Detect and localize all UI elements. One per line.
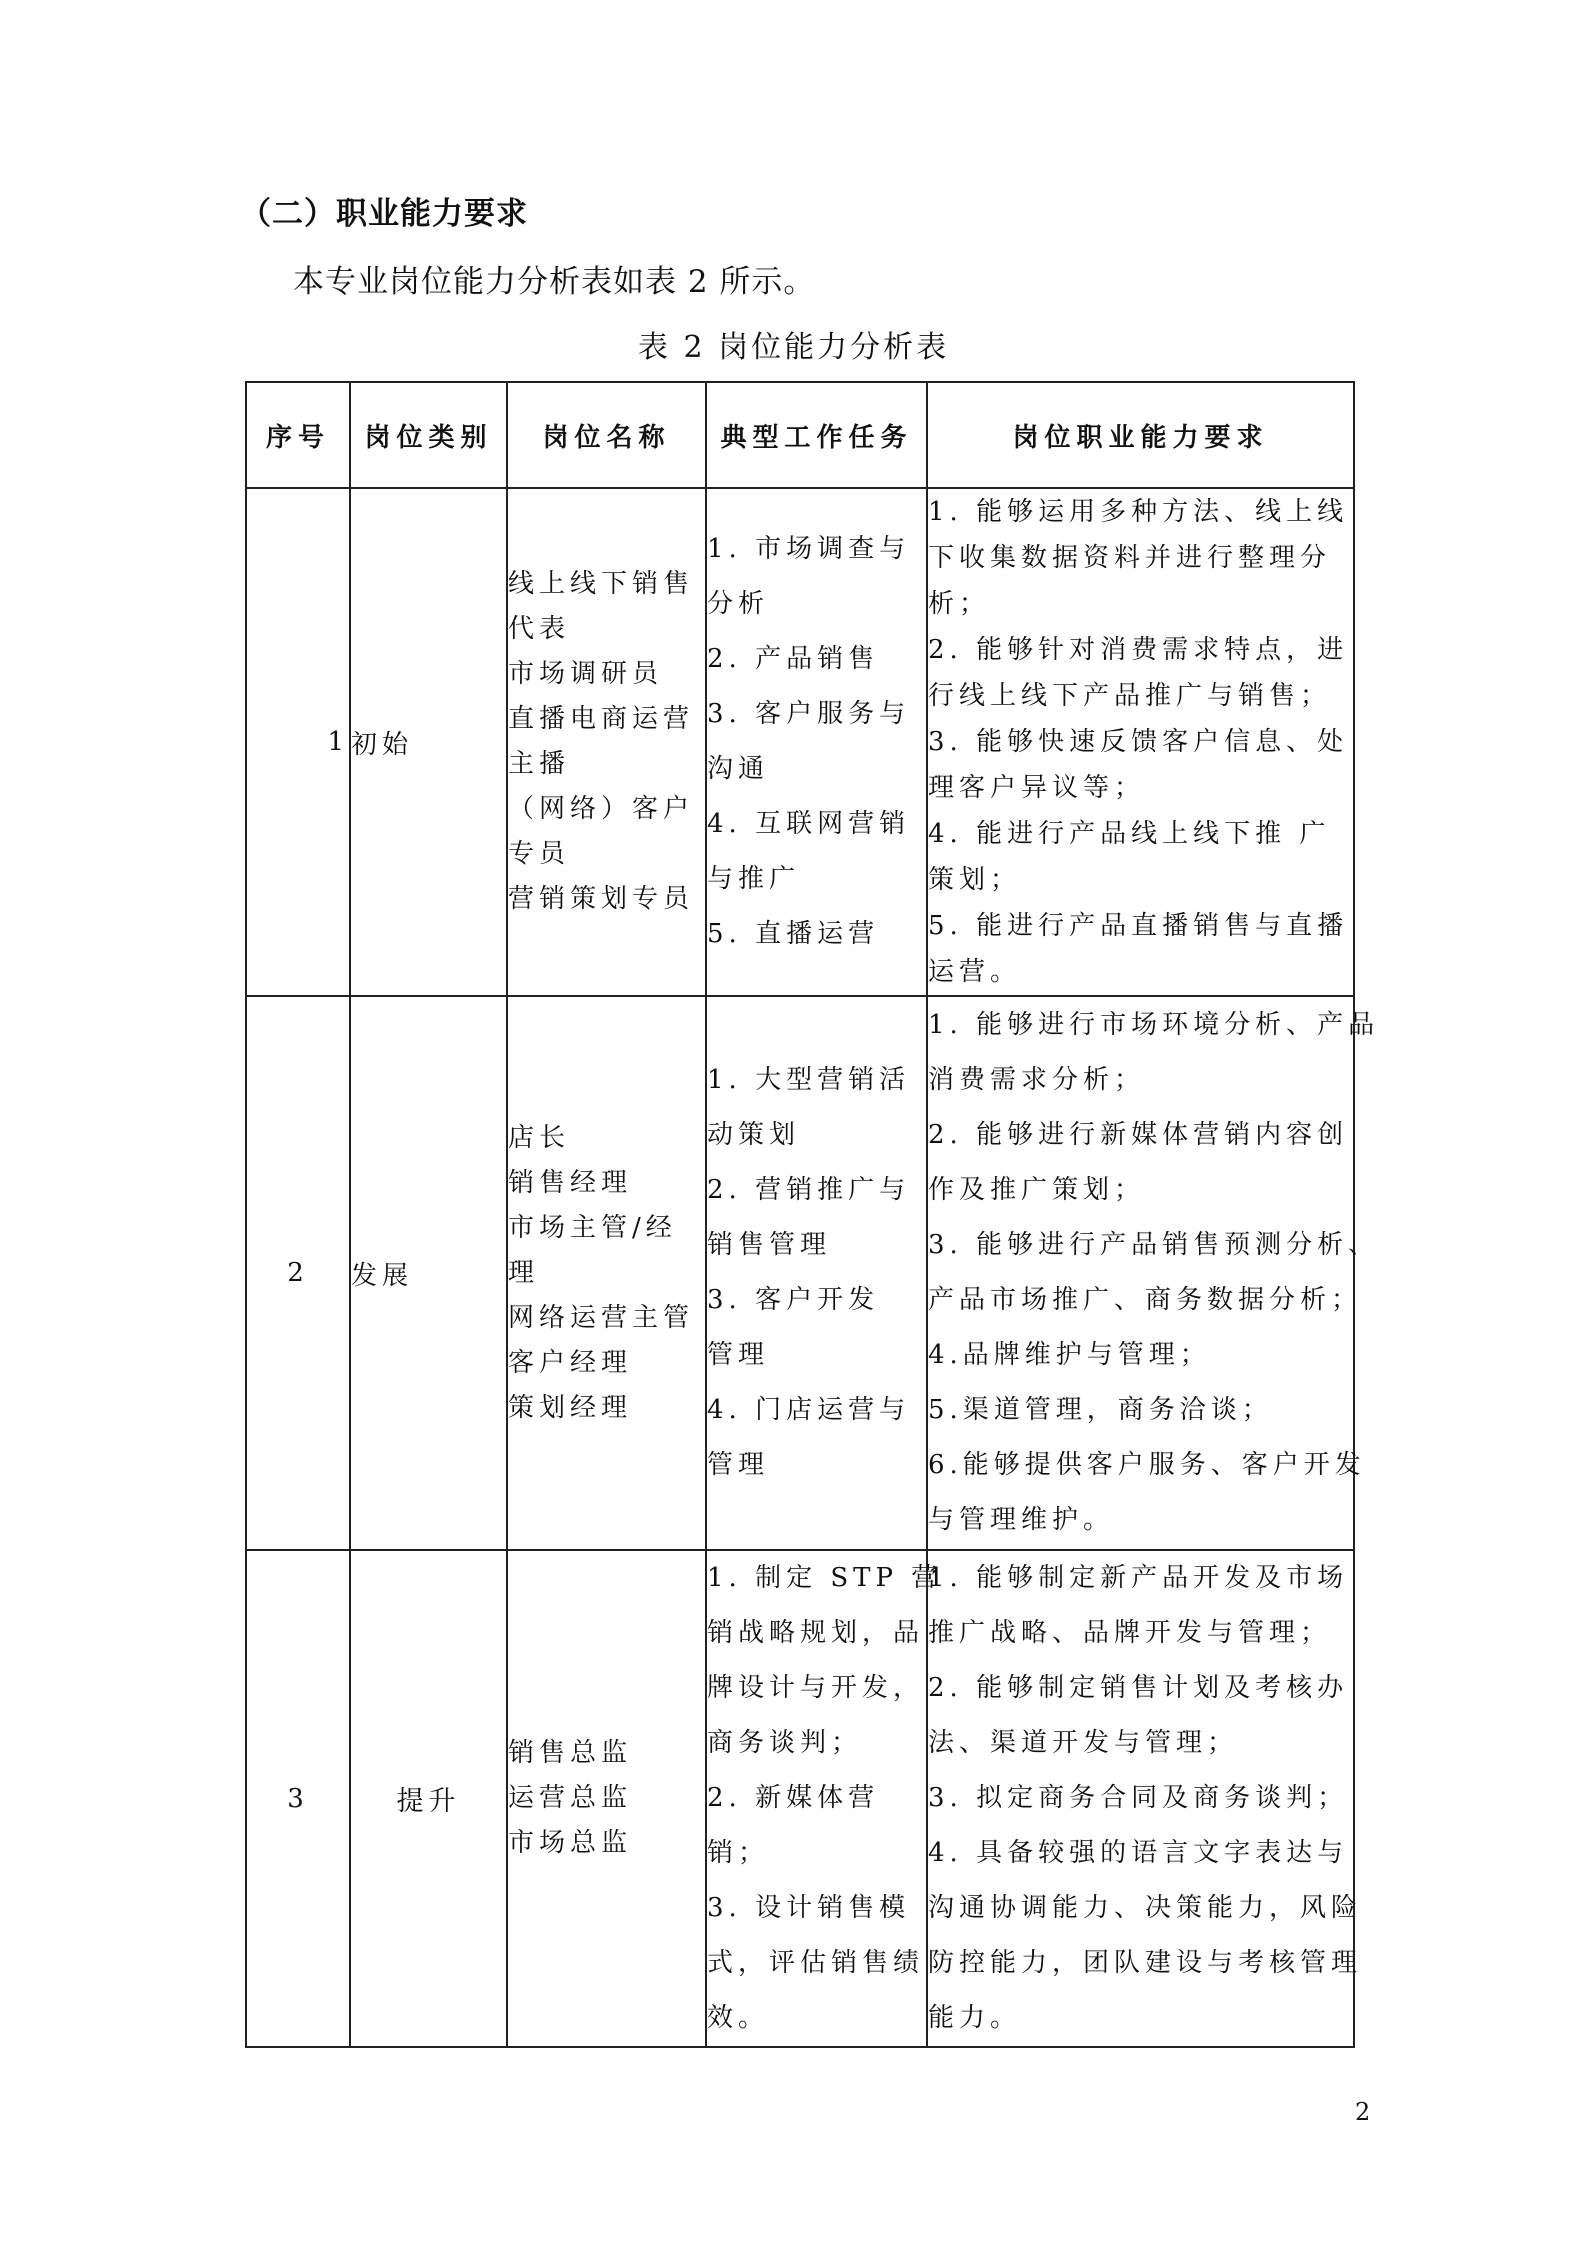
cell-line: 理客户异议等； bbox=[928, 773, 1146, 803]
cell-line: 防控能力，团队建设与考核管理 bbox=[928, 1948, 1363, 1978]
cell-seq: 3 bbox=[246, 1550, 350, 2047]
cell-line: 2. 营销推广与 bbox=[707, 1175, 911, 1205]
cell-line: 销； bbox=[707, 1838, 770, 1868]
cell-line: 5. 能进行产品直播销售与直播 bbox=[928, 911, 1349, 941]
cell-job-names bbox=[507, 1550, 706, 2047]
cell-line: 2. 产品销售 bbox=[707, 644, 880, 674]
cell-line: 1. 大型营销活 bbox=[707, 1065, 911, 1095]
cell-line: 5.渠道管理，商务洽谈； bbox=[928, 1395, 1273, 1425]
cell-job-names bbox=[507, 996, 706, 1550]
cell-line: 与推广 bbox=[707, 864, 801, 894]
header-category: 岗位类别 bbox=[350, 382, 507, 488]
cell-line: 效。 bbox=[707, 2003, 770, 2033]
cell-line: 运营总监 bbox=[508, 1783, 633, 1813]
cell-line: 4. 门店运营与 bbox=[707, 1395, 911, 1425]
header-job-name: 岗位名称 bbox=[507, 382, 706, 488]
cell-tasks bbox=[706, 996, 927, 1550]
cell-requirements bbox=[927, 996, 1380, 1550]
table-header-row bbox=[246, 382, 1354, 488]
cell-line: 3. 客户服务与 bbox=[707, 699, 911, 729]
cell-line: 销战略规划，品 bbox=[707, 1618, 925, 1648]
cell-line: 主播 bbox=[508, 749, 571, 779]
cell-line: 3. 拟定商务合同及商务谈判； bbox=[928, 1783, 1349, 1813]
cell-line: 营销策划专员 bbox=[508, 884, 695, 914]
cell-requirements bbox=[927, 1550, 1363, 2047]
cell-line: 5. 直播运营 bbox=[707, 919, 880, 949]
cell-line: 6.能够提供客户服务、客户开发 bbox=[928, 1450, 1366, 1480]
cell-line: 能力。 bbox=[928, 2003, 1022, 2033]
cell-line: 推广战略、品牌开发与管理； bbox=[928, 1618, 1332, 1648]
cell-line: 1. 市场调查与 bbox=[707, 534, 911, 564]
cell-line: 市场主管/经 bbox=[508, 1212, 677, 1243]
cell-line: 销售总监 bbox=[508, 1738, 633, 1768]
header-requirements: 岗位职业能力要求 bbox=[927, 382, 1354, 488]
cell-line: 店长 bbox=[508, 1122, 571, 1153]
cell-line: 牌设计与开发， bbox=[707, 1673, 925, 1703]
cell-line: 动策划 bbox=[707, 1120, 801, 1150]
cell-seq: 2 bbox=[246, 996, 350, 1550]
table-caption: 表 2 岗位能力分析表 bbox=[637, 330, 950, 365]
cell-line: 1. 能够制定新产品开发及市场 bbox=[928, 1563, 1349, 1593]
cell-line: 1. 能够进行市场环境分析、产品 bbox=[928, 1010, 1380, 1040]
cell-job-names bbox=[507, 488, 706, 996]
cell-line: 2. 能够制定销售计划及考核办 bbox=[928, 1673, 1349, 1703]
cell-line: 运营。 bbox=[928, 957, 1022, 987]
cell-line: 3. 客户开发 bbox=[707, 1285, 880, 1315]
cell-line: 销售经理 bbox=[508, 1167, 633, 1198]
cell-line: 消费需求分析； bbox=[928, 1065, 1146, 1095]
cell-line: 3. 能够进行产品销售预测分析、 bbox=[928, 1230, 1380, 1260]
cell-line: 4. 互联网营销 bbox=[707, 809, 911, 839]
cell-line: 4.品牌维护与管理； bbox=[928, 1340, 1211, 1370]
cell-requirements bbox=[927, 488, 1354, 996]
cell-line: 2. 能够进行新媒体营销内容创 bbox=[928, 1120, 1349, 1150]
cell-line: 1. 制定 STP 营 bbox=[707, 1563, 943, 1593]
table-row bbox=[246, 488, 1354, 996]
cell-line: 理 bbox=[508, 1257, 540, 1288]
cell-line: 4. 能进行产品线上线下推 广 bbox=[928, 819, 1331, 849]
cell-line: 2. 能够针对消费需求特点，进 bbox=[928, 635, 1349, 665]
cell-line: 沟通协调能力、决策能力，风险 bbox=[928, 1893, 1363, 1923]
table-row bbox=[246, 996, 1354, 1550]
cell-line: 销售管理 bbox=[707, 1230, 832, 1260]
cell-category: 发展 bbox=[350, 996, 507, 1550]
cell-line: 3. 设计销售模 bbox=[707, 1893, 911, 1923]
cell-line: 沟通 bbox=[707, 754, 770, 784]
cell-seq: 1 bbox=[246, 488, 350, 996]
cell-line: 专员 bbox=[508, 839, 571, 869]
cell-line: 直播电商运营 bbox=[508, 704, 695, 734]
cell-line: 代表 bbox=[508, 614, 571, 644]
cell-tasks bbox=[706, 1550, 943, 2047]
cell-line: 管理 bbox=[707, 1450, 770, 1480]
cell-line: 作及推广策划； bbox=[928, 1175, 1146, 1205]
cell-tasks bbox=[706, 488, 927, 996]
cell-line: 市场调研员 bbox=[508, 659, 664, 689]
cell-line: 策划经理 bbox=[508, 1392, 633, 1423]
cell-line: 分析 bbox=[707, 589, 770, 619]
cell-line: 商务谈判； bbox=[707, 1728, 863, 1758]
cell-line: 1. 能够运用多种方法、线上线 bbox=[928, 497, 1349, 527]
page-number: 2 bbox=[1355, 2098, 1371, 2126]
cell-line: 析； bbox=[928, 589, 991, 619]
cell-line: 4. 具备较强的语言文字表达与 bbox=[928, 1838, 1349, 1868]
cell-line: 行线上线下产品推广与销售； bbox=[928, 681, 1332, 711]
intro-paragraph: 本专业岗位能力分析表如表 2 所示。 bbox=[293, 264, 816, 300]
cell-line: 网络运营主管 bbox=[508, 1302, 695, 1333]
header-tasks: 典型工作任务 bbox=[706, 382, 927, 488]
cell-category: 提升 bbox=[350, 1550, 507, 2047]
cell-line: （网络）客户 bbox=[508, 794, 695, 824]
cell-line: 产品市场推广、商务数据分析； bbox=[928, 1285, 1363, 1315]
cell-line: 线上线下销售 bbox=[508, 569, 695, 599]
job-ability-table bbox=[245, 381, 1380, 2048]
table-row bbox=[246, 1550, 1354, 2047]
cell-line: 管理 bbox=[707, 1340, 770, 1370]
cell-line: 客户经理 bbox=[508, 1347, 633, 1378]
cell-line: 法、渠道开发与管理； bbox=[928, 1728, 1239, 1758]
cell-line: 下收集数据资料并进行整理分 bbox=[928, 543, 1332, 573]
cell-line: 与管理维护。 bbox=[928, 1505, 1115, 1535]
cell-line: 策划； bbox=[928, 865, 1022, 895]
header-seq: 序号 bbox=[246, 382, 350, 488]
cell-category: 初始 bbox=[350, 488, 507, 996]
cell-line: 2. 新媒体营 bbox=[707, 1783, 880, 1813]
cell-line: 式，评估销售绩 bbox=[707, 1948, 925, 1978]
section-heading: （二）职业能力要求 bbox=[240, 196, 528, 232]
cell-line: 3. 能够快速反馈客户信息、处 bbox=[928, 727, 1349, 757]
cell-line: 市场总监 bbox=[508, 1828, 633, 1858]
